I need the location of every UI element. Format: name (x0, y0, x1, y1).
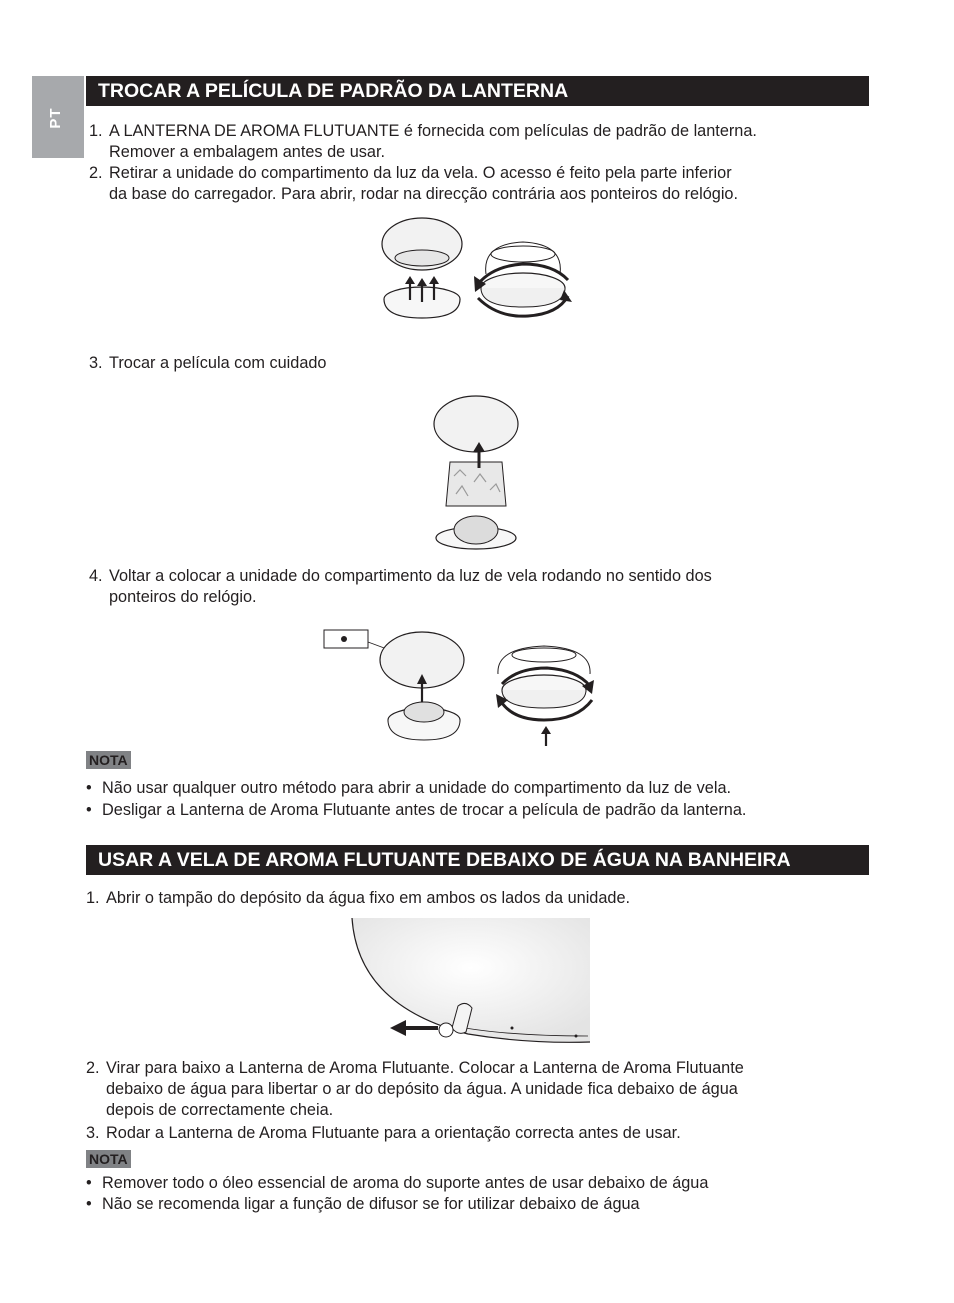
note-label: NOTA (86, 1150, 131, 1168)
step-number: 3. (89, 354, 103, 372)
step-number: 1. (86, 889, 100, 907)
step-number: 3. (86, 1124, 100, 1142)
step-text-line: debaixo de água para libertar o ar do depósito da água. A unidade fica debaixo de água (106, 1080, 738, 1098)
step-1 (86, 888, 630, 909)
step-text-line: da base do carregador. Para abrir, rodar na direcção contrária aos ponteiros do relógio. (109, 185, 739, 203)
step-number: 4. (89, 567, 103, 585)
step-text-line: Remover a embalagem antes de usar. (109, 143, 386, 161)
step-1 (89, 121, 757, 163)
reinstall-unit-illustration (322, 628, 598, 748)
note-item: • Não usar qualquer outro método para abrir a unidade do compartimento da luz de vela. (86, 779, 732, 797)
note-label: NOTA (86, 751, 131, 769)
step-2 (86, 1058, 744, 1121)
step-number: 2. (89, 164, 103, 182)
section-title-change-film: TROCAR A PELÍCULA DE PADRÃO DA LANTERNA (86, 76, 869, 106)
step-3 (86, 1123, 681, 1144)
step-text-line: Abrir o tampão do depósito da água fixo em ambos os lados da unidade. (106, 889, 631, 907)
step-2 (89, 163, 738, 205)
language-tab (32, 76, 84, 158)
section-title-underwater-use: USAR A VELA DE AROMA FLUTUANTE DEBAIXO DE ÁGUA NA BANHEIRA (86, 845, 869, 875)
step-text-line: Retirar a unidade do compartimento da luz da vela. O acesso é feito pela parte inferior (109, 164, 732, 182)
note-item: • Remover todo o óleo essencial de aroma do suporte antes de usar debaixo de água (86, 1174, 709, 1192)
step-4 (89, 566, 712, 608)
step-text-line: Virar para baixo a Lanterna de Aroma Flutuante. Colocar a Lanterna de Aroma Flutuante (106, 1059, 744, 1077)
step-text-line: depois de correctamente cheia. (106, 1101, 334, 1119)
bullet-icon: • (86, 1195, 92, 1213)
language-label: PT (47, 107, 65, 129)
step-text-line: A LANTERNA DE AROMA FLUTUANTE é fornecida com películas de padrão de lanterna. (109, 122, 757, 140)
bullet-icon: • (86, 779, 92, 797)
note-item: • Não se recomenda ligar a função de difusor se for utilizar debaixo de água (86, 1195, 640, 1213)
bullet-icon: • (86, 1174, 92, 1192)
open-tank-plug-illustration (348, 916, 590, 1046)
step-3 (89, 353, 327, 374)
remove-unit-illustration (378, 214, 578, 324)
step-text-line: Voltar a colocar a unidade do compartimento da luz de vela rodando no sentido dos (109, 567, 712, 585)
step-text-line: Trocar a película com cuidado (109, 354, 327, 372)
step-number: 1. (89, 122, 103, 140)
change-film-illustration (430, 390, 522, 558)
step-number: 2. (86, 1059, 100, 1077)
bullet-icon: • (86, 801, 92, 819)
step-text-line: Rodar a Lanterna de Aroma Flutuante para a orientação correcta antes de usar. (106, 1124, 681, 1142)
note-item: • Desligar a Lanterna de Aroma Flutuante antes de trocar a película de padrão da lanterna. (86, 801, 747, 819)
step-text-line: ponteiros do relógio. (109, 588, 257, 606)
